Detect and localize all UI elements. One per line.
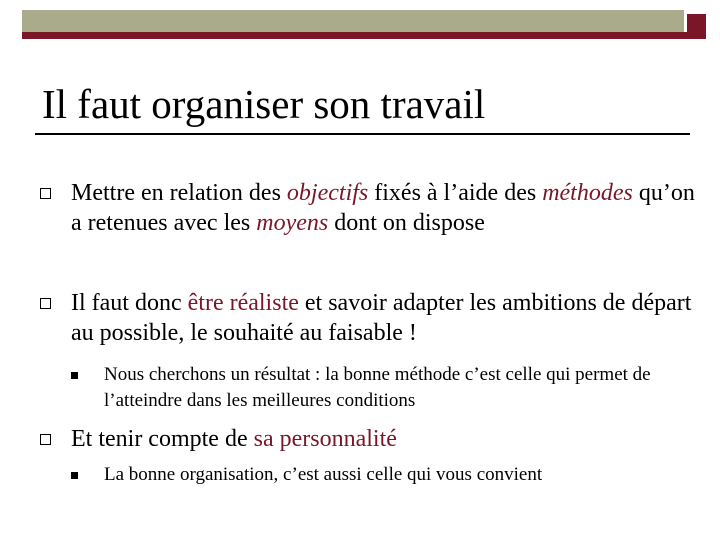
accent-square bbox=[687, 14, 706, 39]
text-segment: Il faut donc bbox=[71, 290, 188, 316]
highlight-realiste: être réaliste bbox=[187, 290, 299, 316]
sub-bullet-text-1: Nous cherchons un résultat : la bonne méthode c’est celle qui permet de l’atteindre dans les meilleures conditions bbox=[104, 364, 651, 411]
hollow-square-bullet-icon bbox=[40, 434, 51, 445]
highlight-moyens: moyens bbox=[256, 210, 329, 236]
text-segment: et savoir adapter les ambitions de départ au possible, le souhaité au faisable ! bbox=[71, 290, 692, 346]
highlight-objectifs: objectifs bbox=[286, 180, 369, 206]
sub-bullet-text-2: La bonne organisation, c’est aussi celle qui vous convient bbox=[104, 464, 543, 485]
bullet-text-1 bbox=[71, 178, 701, 238]
highlight-personnalite: sa personnalité bbox=[253, 426, 397, 452]
hollow-square-bullet-icon bbox=[40, 188, 51, 199]
hollow-square-bullet-icon bbox=[40, 298, 51, 309]
bullet-text-3 bbox=[71, 424, 701, 454]
bullet-text-2 bbox=[71, 288, 701, 348]
accent-line bbox=[22, 32, 706, 39]
text-segment: fixés à l’aide des bbox=[368, 180, 543, 206]
filled-square-bullet-icon bbox=[71, 472, 78, 479]
filled-square-bullet-icon bbox=[71, 372, 78, 379]
slide-title: Il faut organiser son travail bbox=[42, 81, 486, 127]
text-segment: qu’on a retenues avec les bbox=[71, 180, 695, 236]
text-segment: dont on dispose bbox=[328, 210, 485, 236]
text-segment: Et tenir compte de bbox=[71, 426, 254, 452]
text-segment: Mettre en relation des bbox=[71, 180, 287, 206]
highlight-methodes: méthodes bbox=[542, 180, 633, 206]
title-underline bbox=[35, 133, 690, 135]
top-decoration-bar bbox=[22, 10, 706, 42]
olive-band bbox=[22, 10, 684, 32]
